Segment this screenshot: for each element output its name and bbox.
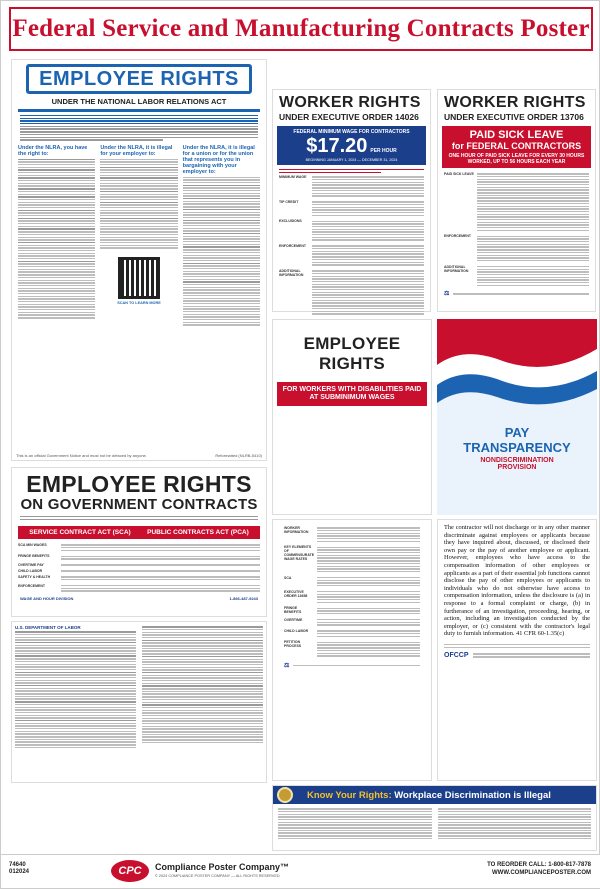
sick-leave-text: ONE HOUR OF PAID SICK LEAVE FOR EVERY 30 HOURS WORKED, UP TO 56 HOURS EACH YEAR [448, 153, 585, 165]
reorder-info [487, 861, 591, 877]
disability-notice [272, 319, 432, 515]
eo13706-row [444, 265, 589, 288]
disability-row [284, 590, 420, 605]
row-label: EXECUTIVE ORDER 13658 [284, 589, 308, 598]
nlra-footer-left: This is an official Government Notice and must not be defaced by anyone. [16, 453, 147, 458]
pay-title-1: PAY [504, 425, 530, 440]
eo13706-notice [437, 89, 596, 312]
ofccp-logo: OFCCP [444, 651, 469, 659]
disability-row [284, 618, 420, 627]
row-label: CHILD LABOR [284, 629, 309, 634]
wage-unit: PER HOUR [370, 148, 397, 154]
pay-transparency-heading [437, 425, 597, 471]
poster-footer [1, 854, 600, 888]
row-label: PETITION PROCESS [284, 640, 302, 649]
eo14026-notice [272, 89, 431, 312]
sick-leave-subtitle: for FEDERAL CONTRACTORS [451, 141, 582, 151]
brand-name: Compliance Poster Company™ [155, 862, 290, 872]
poster-code-2: 012024 [9, 869, 30, 875]
gov-band-pca: PUBLIC CONTRACTS ACT (PCA) [147, 529, 249, 537]
eeoc-seal-icon [277, 787, 293, 803]
flag-wave-graphic [437, 319, 597, 409]
nlra-col-union [183, 145, 260, 328]
gov-title-1: EMPLOYEE RIGHTS [26, 471, 252, 497]
eo14026-row [279, 219, 424, 242]
know-your-rights-notice [272, 785, 597, 851]
nlra-footer [16, 453, 262, 458]
disability-row [284, 640, 420, 657]
reorder-url[interactable]: WWW.COMPLIANCEPOSTER.COM [492, 870, 591, 876]
poster-code-1: 74640 [9, 862, 26, 868]
nlra-divider [18, 109, 260, 112]
whd-logo: ⚖ [284, 662, 290, 669]
nlra-col-employer-head: Under the NLRA, it is illegal for your employer to: [100, 144, 173, 157]
disability-row [284, 545, 420, 573]
poster-header [9, 7, 593, 51]
eo13706-row [444, 234, 589, 262]
wage-dates: BEGINNING JANUARY 1, 2024 — DECEMBER 31, 2024 [305, 158, 398, 162]
wage-band-label: FEDERAL MINIMUM WAGE FOR CONTRACTORS [293, 129, 410, 135]
nlra-col-rights-head: Under the NLRA, you have the right to: [18, 144, 88, 157]
row-label: OVERTIME PAY [18, 563, 44, 568]
pay-transparency-body [437, 519, 597, 781]
nlra-title: EMPLOYEE RIGHTS [26, 64, 252, 94]
nlra-col-employer [100, 145, 177, 328]
row-label: PAID SICK LEAVE [444, 172, 474, 176]
row-label: KEY ELEMENTS OF COMMENSURATE WAGE RATES [284, 545, 315, 562]
eo14026-row [279, 175, 424, 198]
gov-whd-label: WAGE AND HOUR DIVISION [20, 596, 74, 602]
row-label: FRINGE BENEFITS [284, 606, 302, 615]
gov-band-sca: SERVICE CONTRACT ACT (SCA) [29, 529, 131, 537]
disability-title: EMPLOYEE RIGHTS [303, 334, 401, 373]
eo14026-subtitle: UNDER EXECUTIVE ORDER 14026 [279, 112, 419, 122]
gov-title-2: ON GOVERNMENT CONTRACTS [20, 496, 258, 513]
row-label: EXCLUSIONS [279, 219, 302, 224]
pay-transparency-notice [437, 319, 597, 515]
nlra-col-union-head: Under the NLRA, it is illegal for a union or for the union that represents you in bargaining with your employer to: [182, 144, 255, 175]
cpc-logo: CPC [111, 860, 149, 882]
row-label: WORKER INFORMATION [284, 526, 309, 534]
pay-title-4: PROVISION [497, 464, 537, 471]
disability-band: FOR WORKERS WITH DISABILITIES PAID AT SUBMINIMUM WAGES [277, 382, 427, 406]
disability-row [284, 629, 420, 638]
row-label: ENFORCEMENT [279, 244, 307, 249]
copyright: © 2024 COMPLIANCE POSTER COMPANY — ALL RIGHTS RESERVED [155, 874, 280, 878]
kyr-label-b: Workplace Discrimination is Illegal [394, 789, 551, 801]
row-label: MINIMUM WAGE [279, 175, 307, 180]
nlra-intro [20, 115, 258, 141]
qr-label: SCAN TO LEARN MORE [117, 300, 161, 305]
eo13706-row [444, 172, 589, 232]
wage-amount: $17.20 [306, 135, 368, 157]
eo14026-wage-band [277, 126, 426, 165]
reorder-phone: TO REORDER CALL: 1-800-817-7878 [487, 862, 591, 868]
nlra-col-rights [18, 145, 95, 328]
gov-whd-phone: 1-866-487-9243 [229, 596, 258, 602]
nlra-notice [11, 59, 267, 461]
kyr-label-a: Know Your Rights: [307, 789, 392, 801]
eo13706-title: WORKER RIGHTS [444, 94, 586, 111]
gov-row [18, 563, 260, 567]
row-label: ADDITIONAL INFORMATION [444, 264, 469, 273]
gov-row [18, 554, 260, 561]
row-label: CHILD LABOR [18, 569, 43, 574]
gov-contracts-notice [11, 467, 267, 617]
eo14026-title: WORKER RIGHTS [279, 94, 421, 111]
pay-transparency-text: The contractor will not discharge or in any other manner discriminate against employees or applicants because they have inquired about, discussed, or disclosed their own pay or the pay of another employee or applicant. However, employees who have access to the compensation information of other employees or applicants as a part of their essential job functions cannot disclose the pay of other employees or applicants to individuals who do not otherwise have access to compensation information, unless the disclosure is (a) in response to a formal complaint or charge, (b) in furtherance of an investigation, proceeding, hearing, or action, including an investigation conducted by the employer, or (c) consistent with the contractor's legal duty to furnish information. 41 CFR 60-1.35(c) [444, 524, 590, 638]
gov-row [18, 569, 260, 573]
row-label: ADDITIONAL INFORMATION [279, 268, 304, 277]
gov-band [18, 526, 260, 539]
nlra-columns [18, 145, 260, 328]
row-label: OVERTIME [284, 617, 303, 622]
disability-row [284, 576, 420, 588]
row-label: FRINGE BENEFITS [18, 554, 50, 559]
nlra-footer-right: Reformatted (NLRB-5410) [215, 453, 262, 458]
disability-row [284, 606, 420, 615]
poster-code [9, 862, 29, 876]
gov-row [18, 575, 260, 582]
row-label: ENFORCEMENT [18, 583, 46, 588]
eo14026-row [279, 200, 424, 217]
pay-title-2: TRANSPARENCY [463, 440, 571, 455]
qr-code[interactable] [118, 257, 160, 299]
dol-heading: U.S. DEPARTMENT OF LABOR [15, 625, 81, 630]
sick-leave-band [442, 126, 591, 168]
nlra-subtitle: UNDER THE NATIONAL LABOR RELATIONS ACT [51, 97, 227, 106]
whd-logo: ⚖ [444, 291, 450, 298]
poster-title: Federal Service and Manufacturing Contracts Poster [12, 15, 590, 42]
row-label: SAFETY & HEALTH [18, 575, 51, 580]
eo14026-row [279, 269, 424, 316]
row-label: TIP CREDIT [279, 199, 299, 204]
pay-title-3: NONDISCRIMINATION [480, 457, 554, 464]
row-label: SCA MIN WAGES [18, 543, 47, 548]
disability-row [284, 526, 420, 543]
gov-row [18, 584, 260, 593]
kyr-band [273, 786, 596, 804]
row-label: SCA [284, 575, 292, 580]
sick-leave-title: PAID SICK LEAVE [469, 129, 564, 141]
eo14026-row [279, 244, 424, 267]
eo13706-subtitle: UNDER EXECUTIVE ORDER 13706 [444, 112, 584, 122]
row-label: ENFORCEMENT [444, 234, 472, 239]
dol-text-block [11, 621, 267, 783]
gov-row [18, 543, 260, 552]
disability-body [272, 519, 432, 781]
